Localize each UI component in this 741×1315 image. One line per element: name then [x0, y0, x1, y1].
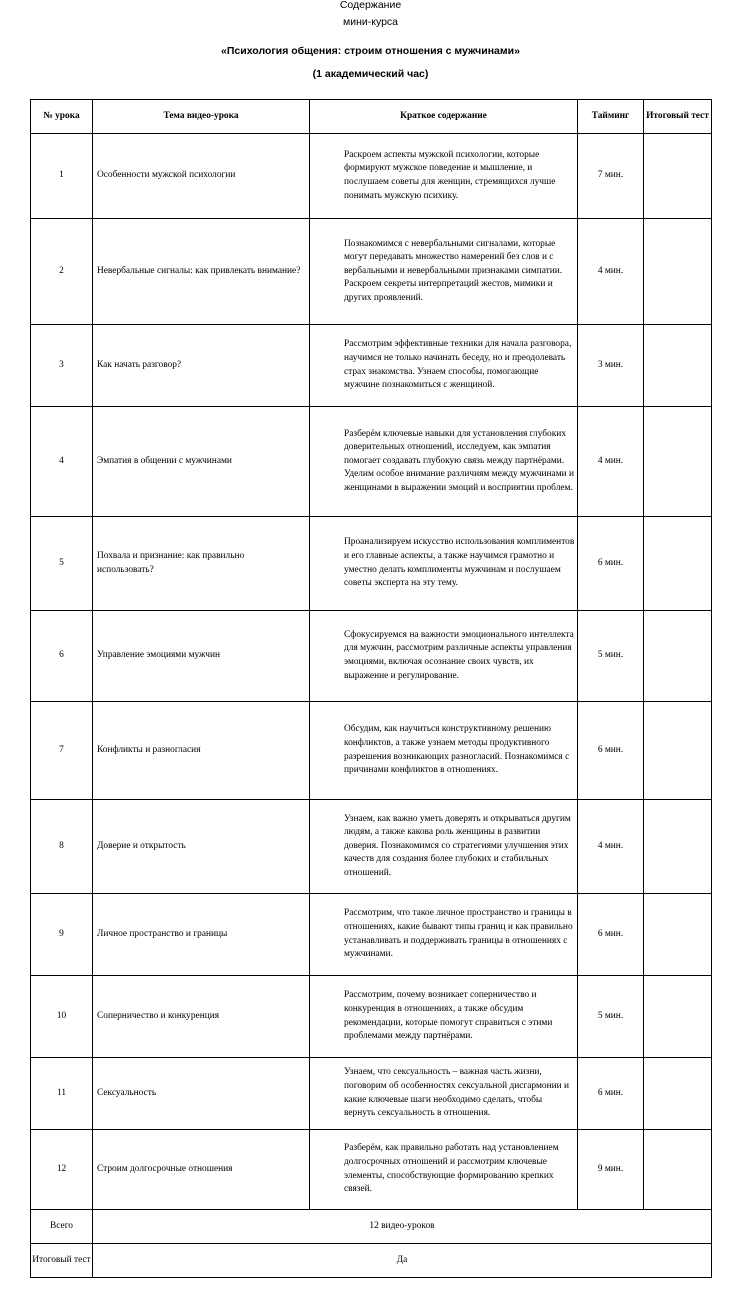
lesson-summary: Познакомимся с невербальными сигналами, которые могут передавать множество намерений без слов и с вербальными и невербальными признаками симпатии. Раскроем секреты интерпретаций жестов, мимики и других проявлений.	[310, 219, 578, 325]
table-row	[31, 134, 712, 219]
lesson-summary: Сфокусируемся на важности эмоционального интеллекта для мужчин, рассмотрим различные аспекты управления эмоциями, включая осознание своих чувств, их выражение и регулирование.	[310, 611, 578, 702]
lesson-timing: 7 мин.	[578, 134, 644, 219]
col-header-final-test: Итоговый тест	[644, 100, 712, 134]
final-test-value: Да	[93, 1244, 712, 1278]
doc-subheading: мини-курса	[342, 16, 399, 28]
lesson-timing: 5 мин.	[578, 976, 644, 1058]
lesson-summary: Разберём, как правильно работать над установлением долгосрочных отношений и рассмотрим ключевые элементы, способствующие формированию крепких связей.	[310, 1130, 578, 1210]
lesson-number: 7	[31, 702, 93, 800]
table-row	[31, 325, 712, 407]
table-row	[31, 702, 712, 800]
lesson-final-test	[644, 611, 712, 702]
lesson-number: 9	[31, 894, 93, 976]
lessons-table	[30, 99, 712, 1278]
doc-heading: Содержание	[339, 0, 402, 11]
col-header-summary: Краткое содержание	[310, 100, 578, 134]
lesson-number: 12	[31, 1130, 93, 1210]
lesson-timing: 6 мин.	[578, 517, 644, 611]
lesson-timing: 4 мин.	[578, 407, 644, 517]
lesson-timing: 6 мин.	[578, 1058, 644, 1130]
lesson-summary: Разберём ключевые навыки для установления глубоких доверительных отношений, исследуем, как эмпатия помогает создавать глубокую связь между партнёрами. Уделим особое внимание различиям между мужчинами и женщинами в выражении эмоций и восприятии проблем.	[310, 407, 578, 517]
col-header-timing: Тайминг	[578, 100, 644, 134]
lesson-number: 4	[31, 407, 93, 517]
lesson-final-test	[644, 325, 712, 407]
table-row	[31, 219, 712, 325]
table-row	[31, 407, 712, 517]
lesson-timing: 6 мин.	[578, 894, 644, 976]
lesson-number: 11	[31, 1058, 93, 1130]
lesson-final-test	[644, 702, 712, 800]
lesson-final-test	[644, 976, 712, 1058]
lesson-number: 2	[31, 219, 93, 325]
table-row	[31, 800, 712, 894]
lesson-summary: Узнаем, как важно уметь доверять и открываться другим людям, а также какова роль женщины в развитии доверия. Познакомимся со стратегиями улучшения этих качеств для создания более глубоких и стабильных отношений.	[310, 800, 578, 894]
lesson-summary: Узнаем, что сексуальность – важная часть жизни, поговорим об особенностях сексуальной дисгармонии и какие ключевые шаги необходимо сделать, чтобы вернуть сексуальность в отношения.	[310, 1058, 578, 1130]
lesson-final-test	[644, 134, 712, 219]
total-value: 12 видео-уроков	[93, 1210, 712, 1244]
total-row	[31, 1210, 712, 1244]
lesson-final-test	[644, 1130, 712, 1210]
lesson-timing: 5 мин.	[578, 611, 644, 702]
lesson-topic: Соперничество и конкуренция	[93, 976, 310, 1058]
lesson-topic: Эмпатия в общении с мужчинами	[93, 407, 310, 517]
lesson-number: 1	[31, 134, 93, 219]
lesson-final-test	[644, 800, 712, 894]
lesson-topic: Сексуальность	[93, 1058, 310, 1130]
col-header-number: № урока	[31, 100, 93, 134]
table-row	[31, 517, 712, 611]
lesson-timing: 9 мин.	[578, 1130, 644, 1210]
course-title: «Психология общения: строим отношения с мужчинами»	[221, 45, 520, 57]
lesson-summary: Рассмотрим, почему возникает соперничество и конкуренция в отношениях, а также обсудим рекомендации, которые помогут справиться с этими проблемами между партнёрами.	[310, 976, 578, 1058]
lesson-timing: 6 мин.	[578, 702, 644, 800]
final-test-label: Итоговый тест	[31, 1244, 93, 1278]
lesson-number: 10	[31, 976, 93, 1058]
lesson-final-test	[644, 1058, 712, 1130]
total-label: Всего	[31, 1210, 93, 1244]
lesson-topic: Особенности мужской психологии	[93, 134, 310, 219]
lesson-topic: Личное пространство и границы	[93, 894, 310, 976]
lesson-summary: Раскроем аспекты мужской психологии, которые формируют мужское поведение и мышление, и послушаем советы для женщин, стремящихся лучше понимать мужскую психику.	[310, 134, 578, 219]
lesson-topic: Как начать разговор?	[93, 325, 310, 407]
lesson-timing: 4 мин.	[578, 219, 644, 325]
lesson-timing: 3 мин.	[578, 325, 644, 407]
table-row	[31, 611, 712, 702]
lesson-topic: Доверие и открытость	[93, 800, 310, 894]
lesson-summary: Проанализируем искусство использования комплиментов и его главные аспекты, а также научимся грамотно и уместно делать комплименты мужчинам и послушаем советы эксперта на эту тему.	[310, 517, 578, 611]
lesson-topic: Конфликты и разногласия	[93, 702, 310, 800]
table-row	[31, 1058, 712, 1130]
lesson-summary: Рассмотрим, что такое личное пространство и границы в отношениях, какие бывают типы границ и как правильно устанавливать и поддерживать границы в отношениях с мужчинами.	[310, 894, 578, 976]
lesson-final-test	[644, 407, 712, 517]
col-header-topic: Тема видео-урока	[93, 100, 310, 134]
lesson-final-test	[644, 219, 712, 325]
lesson-final-test	[644, 894, 712, 976]
final-test-row	[31, 1244, 712, 1278]
lesson-final-test	[644, 517, 712, 611]
lesson-number: 3	[31, 325, 93, 407]
course-duration: (1 академический час)	[312, 68, 429, 80]
lesson-topic: Похвала и признание: как правильно использовать?	[93, 517, 310, 611]
lesson-number: 5	[31, 517, 93, 611]
lesson-summary: Рассмотрим эффективные техники для начала разговора, научимся не только начинать беседу, но и преодолевать страх знакомства. Узнаем способы, помогающие мужчине познакомиться с женщиной.	[310, 325, 578, 407]
table-row	[31, 894, 712, 976]
table-row	[31, 1130, 712, 1210]
lesson-topic: Управление эмоциями мужчин	[93, 611, 310, 702]
lesson-topic: Строим долгосрочные отношения	[93, 1130, 310, 1210]
lesson-topic: Невербальные сигналы: как привлекать внимание?	[93, 219, 310, 325]
lesson-number: 6	[31, 611, 93, 702]
table-header-row	[31, 100, 712, 134]
lesson-summary: Обсудим, как научиться конструктивному решению конфликтов, а также узнаем методы продуктивного разрешения возникающих разногласий. Познакомимся с причинами конфликтов в отношениях.	[310, 702, 578, 800]
lesson-timing: 4 мин.	[578, 800, 644, 894]
table-row	[31, 976, 712, 1058]
lesson-number: 8	[31, 800, 93, 894]
